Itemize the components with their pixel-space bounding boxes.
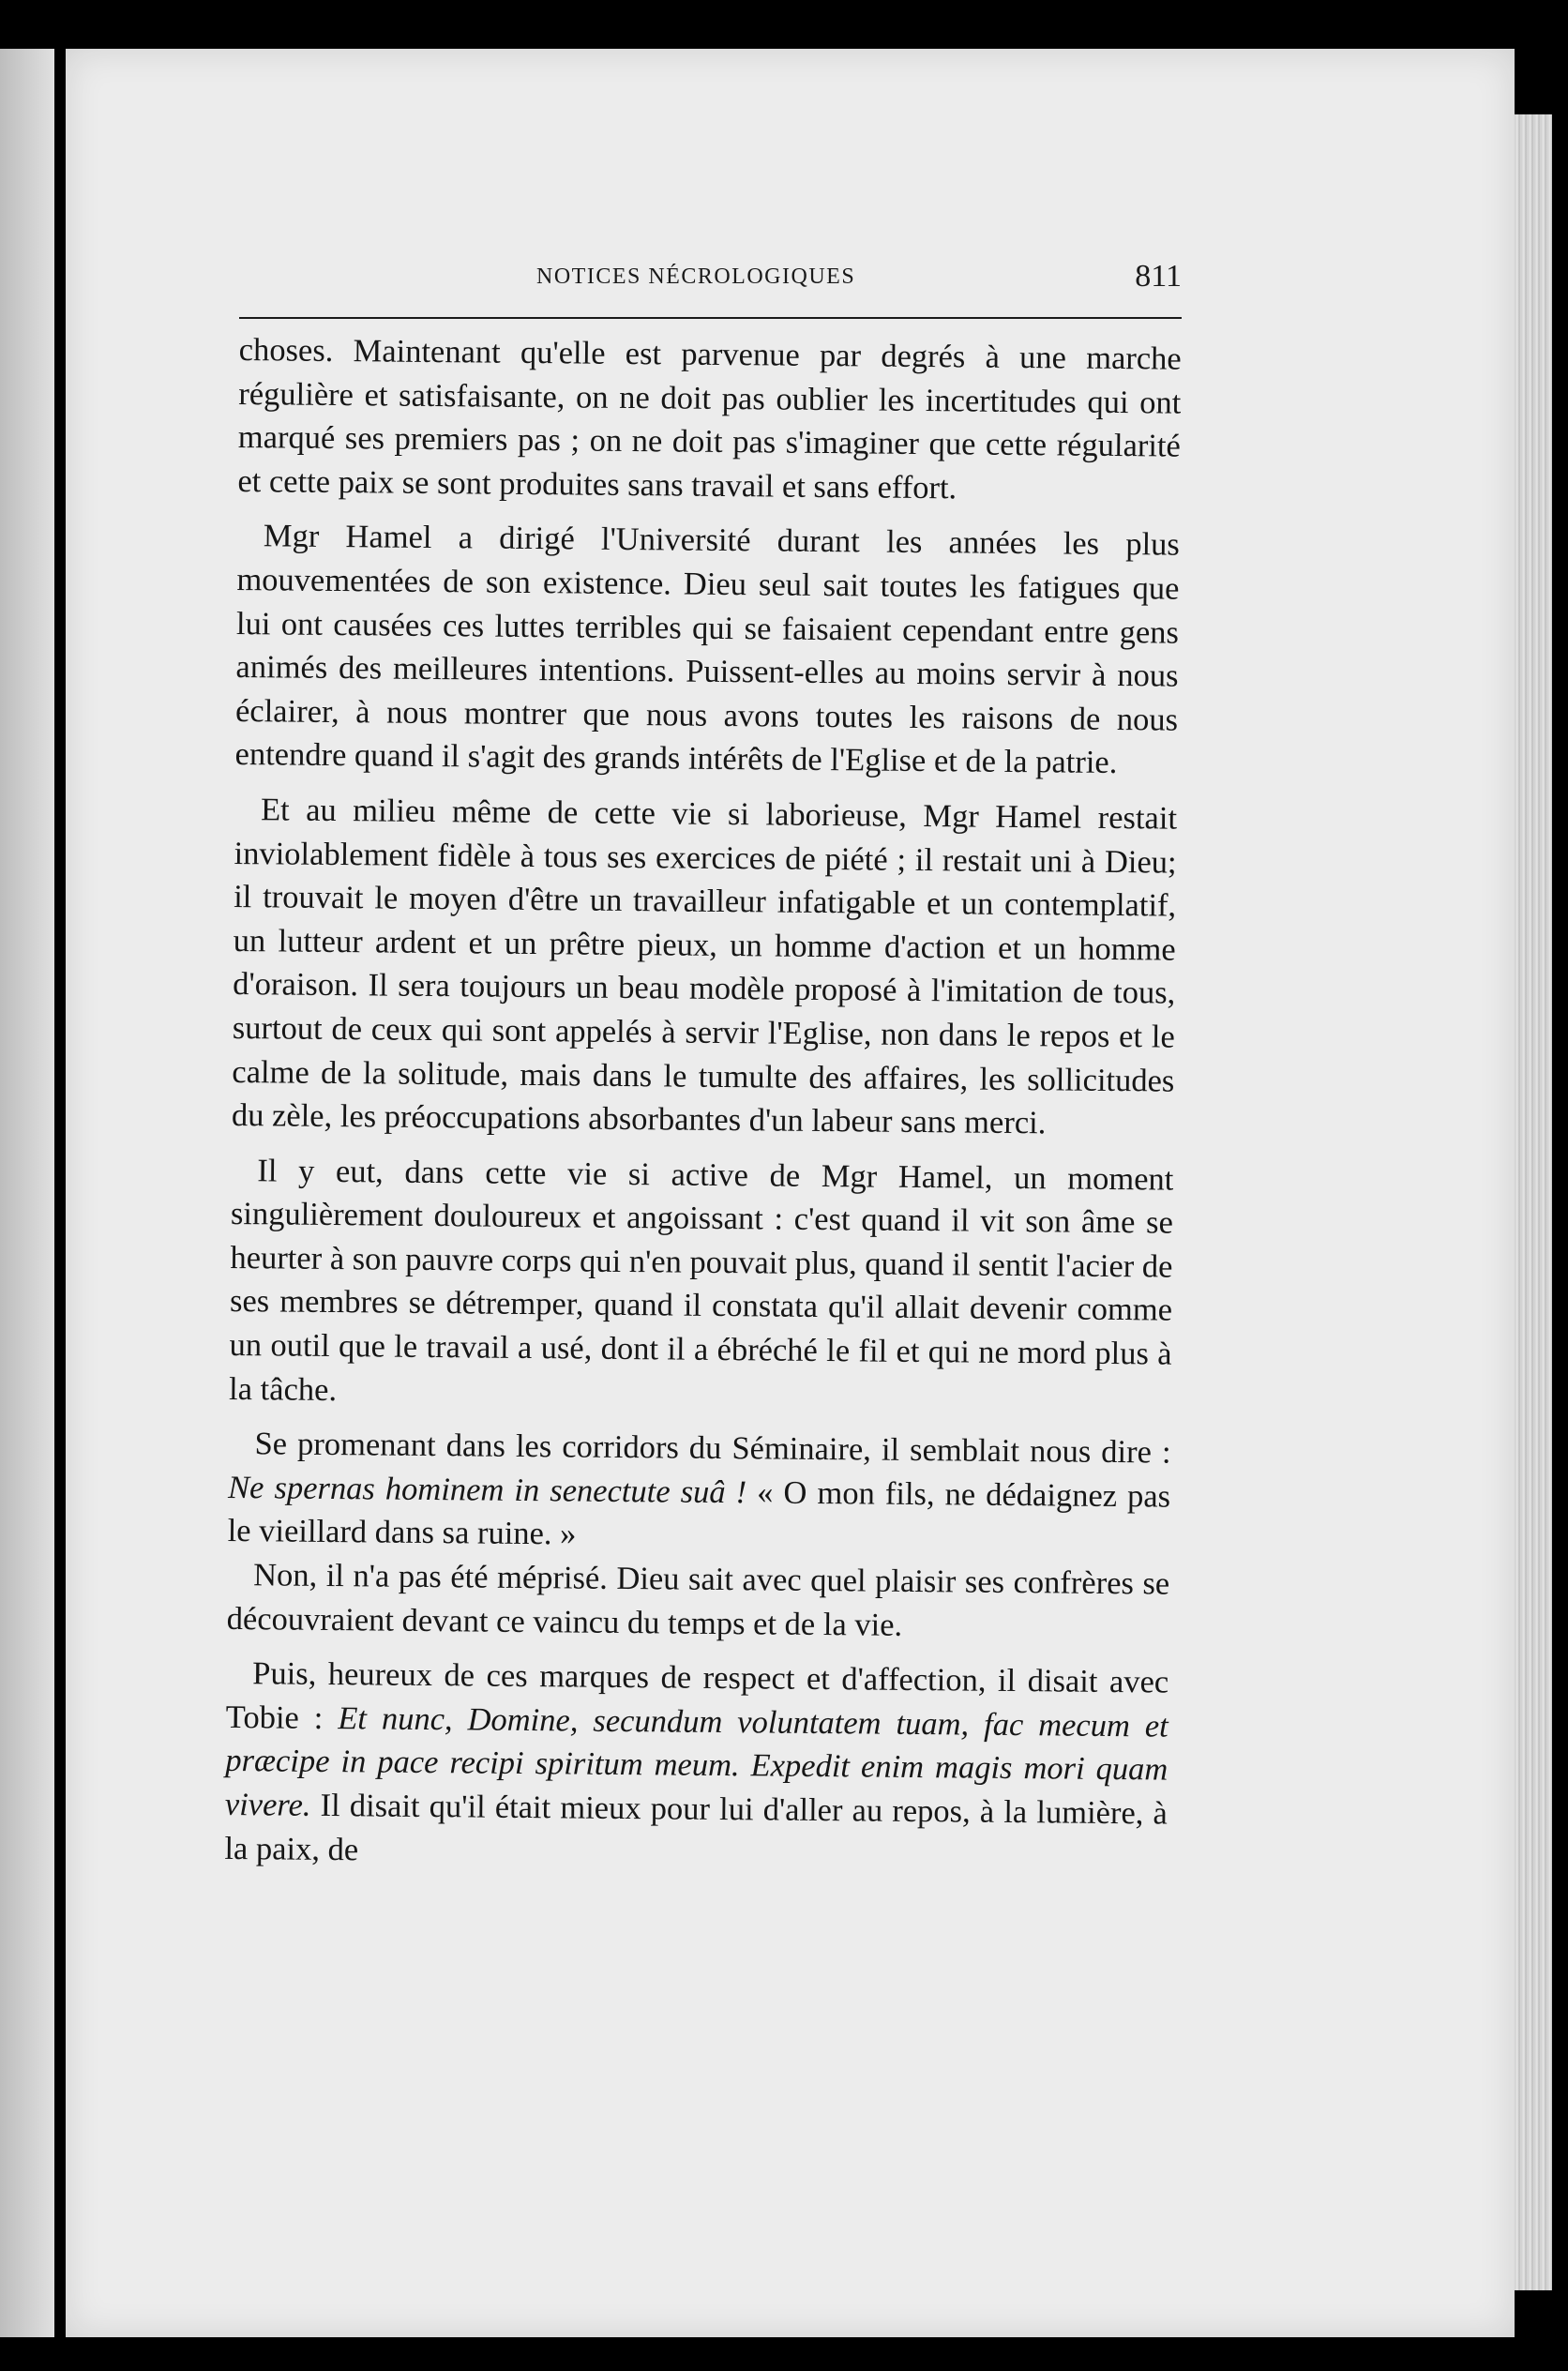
paragraph-7-text-a: Puis, heureux de ces marques de respect et d'affection, il disait avec Tobie : xyxy=(225,1655,1169,1736)
paragraph-5-text-b: « O mon fils, ne dédaignez pas le vieillard dans sa ruine. » xyxy=(227,1474,1171,1552)
latin-quote-1: Ne spernas hominem in senectute suâ ! xyxy=(227,1469,747,1511)
page-header xyxy=(239,259,1182,304)
paragraph-5 xyxy=(227,1422,1170,1562)
header-rule xyxy=(239,317,1182,319)
paragraph-2: Mgr Hamel a dirigé l'Université durant les années les plus mouvementées de son existence. Dieu seul sait toutes les fatigues que lui ont causées ces luttes terribles qui se faisaient cependant entre gens animés des meilleures intentions. Puissent-elles au moins servir à nous éclairer, à nous montrer que nous avons toutes les raisons de nous entendre quand il s'agit des grands intérêts de l'Eglise et de la patrie. xyxy=(234,518,1181,781)
body-text xyxy=(224,328,1182,1880)
facing-page-edge xyxy=(0,49,54,2337)
paragraph-1: choses. Maintenant qu'elle est parvenue par degrés à une marche régulière et satisfaisante, on ne doit pas oublier les incertitudes qui ont marqué ses premiers pas ; on ne doit pas s'imaginer que cette régularité et cette paix se sont produites sans travail et sans effort. xyxy=(237,331,1182,506)
page-stack-edge xyxy=(1515,114,1552,2290)
paragraph-6: Non, il n'a pas été méprisé. Dieu sait avec quel plaisir ses confrères se découvraient devant ce vaincu du temps et de la vie. xyxy=(226,1557,1170,1643)
paragraph-7-text-b: Il disait qu'il était mieux pour lui d'aller au repos, à la lumière, à la paix, de xyxy=(224,1787,1168,1867)
paragraph-4: Il y eut, dans cette vie si active de Mgr Hamel, un moment singulièrement douloureux et angoissant : c'est quand il vit son âme se heurter à son pauvre corps qui n'en pouvait plus, quand il sentit l'acier de ses membres se détremper, quand il constata qu'il allait devenir comme un outil que le travail a usé, dont il a ébréché le fil et qui ne mord plus à la tâche. xyxy=(228,1152,1174,1408)
latin-quote-2: Et nunc, Domine, secundum voluntatem tuam, fac mecum et præcipe in pace recipi spiritum meum. Expedit enim magis mori quam vivere. xyxy=(224,1699,1168,1823)
running-title: NOTICES NÉCROLOGIQUES xyxy=(536,264,856,289)
paragraph-5-text-a: Se promenant dans les corridors du Séminaire, il semblait nous dire : xyxy=(254,1426,1171,1471)
paragraph-7 xyxy=(224,1652,1168,1880)
paragraph-3: Et au milieu même de cette vie si laborieuse, Mgr Hamel restait inviolablement fidèle à tous ses exercices de piété ; il restait uni à Dieu; il trouvait le moyen d'être un travailleur infatigable et un contemplatif, un lutteur ardent et un prêtre pieux, un homme d'action et un homme d'oraison. Il sera toujours un beau modèle proposé à l'imitation de tous, surtout de ceux qui sont appelés à servir l'Eglise, non dans le repos et le calme de la solitude, mais dans le tumulte des affaires, les sollicitudes du zèle, les préoccupations absorbantes d'un labeur sans merci. xyxy=(231,792,1178,1141)
page-number: 811 xyxy=(1135,259,1182,294)
